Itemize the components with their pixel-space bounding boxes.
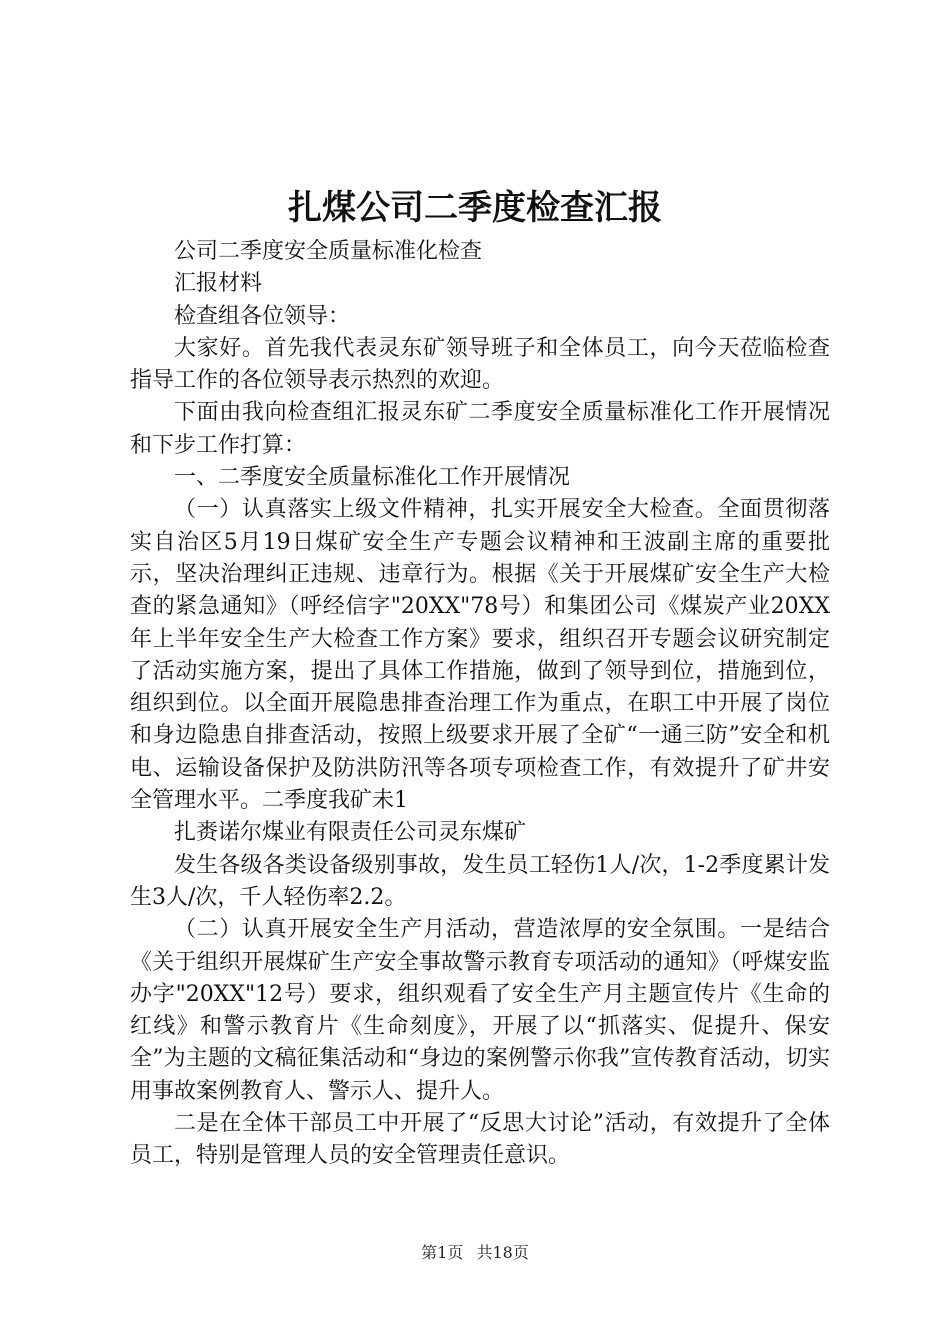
document-body bbox=[130, 236, 830, 1173]
paragraph: （二）认真开展安全生产月活动，营造浓厚的安全氛围。一是结合《关于组织开展煤矿生产安全事故警示教育专项活动的通知》（呼煤安监办字"20XX"12号）要求，组织观看了安全生产月主题宣传片《生命的红线》和警示教育片《生命刻度》，开展了以“抓落实、促提升、保安全”为主题的文稿征集活动和“身边的案例警示你我”宣传教育活动，切实用事故案例教育人、警示人、提升人。 bbox=[130, 917, 830, 1104]
paragraph: 二是在全体干部员工中开展了“反思大讨论”活动，有效提升了全体员工，特别是管理人员的安全管理责任意识。 bbox=[130, 1111, 830, 1169]
document-title: 扎煤公司二季度检查汇报 bbox=[288, 188, 662, 228]
paragraph: （一）认真落实上级文件精神，扎实开展安全大检查。全面贯彻落实自治区5月19日煤矿安全生产专题会议精神和王波副主席的重要批示，坚决治理纠正违规、违章行为。根据《关于开展煤矿安全生产大检查的紧急通知》（呼经信字"20XX"78号）和集团公司《煤炭产业20XX年上半年安全生产大检查工作方案》要求，组织召开专题会议研究制定了活动实施方案，提出了具体工作措施，做到了领导到位，措施到位，组织到位。以全面开展隐患排查治理工作为重点，在职工中开展了岗位和身边隐患自排查活动，按照上级要求开展了全矿“一通三防”安全和机电、运输设备保护及防洪防汛等各项专项检查工作，有效提升了矿井安全管理水平。二季度我矿未1 bbox=[130, 497, 830, 814]
paragraph: 大家好。首先我代表灵东矿领导班子和全体员工，向今天莅临检查指导工作的各位领导表示热烈的欢迎。 bbox=[130, 335, 830, 394]
page-footer bbox=[0, 1240, 950, 1263]
section-heading: 一、二季度安全质量标准化工作开展情况 bbox=[174, 465, 571, 491]
paragraph: 发生各级各类设备级别事故，发生员工轻伤1人/次，1-2季度累计发生3人/次，千人轻伤率2.2。 bbox=[130, 852, 830, 910]
paragraph: 下面由我向检查组汇报灵东矿二季度安全质量标准化工作开展情况和下步工作打算： bbox=[130, 400, 830, 458]
paragraph: 汇报材料 bbox=[174, 271, 263, 297]
page-total: 共18页 bbox=[476, 1243, 529, 1262]
paragraph: 检查组各位领导： bbox=[174, 303, 351, 329]
page-number: 第1页 bbox=[421, 1243, 464, 1262]
paragraph: 扎赉诺尔煤业有限责任公司灵东煤矿 bbox=[174, 820, 527, 846]
paragraph: 公司二季度安全质量标准化检查 bbox=[174, 239, 483, 264]
